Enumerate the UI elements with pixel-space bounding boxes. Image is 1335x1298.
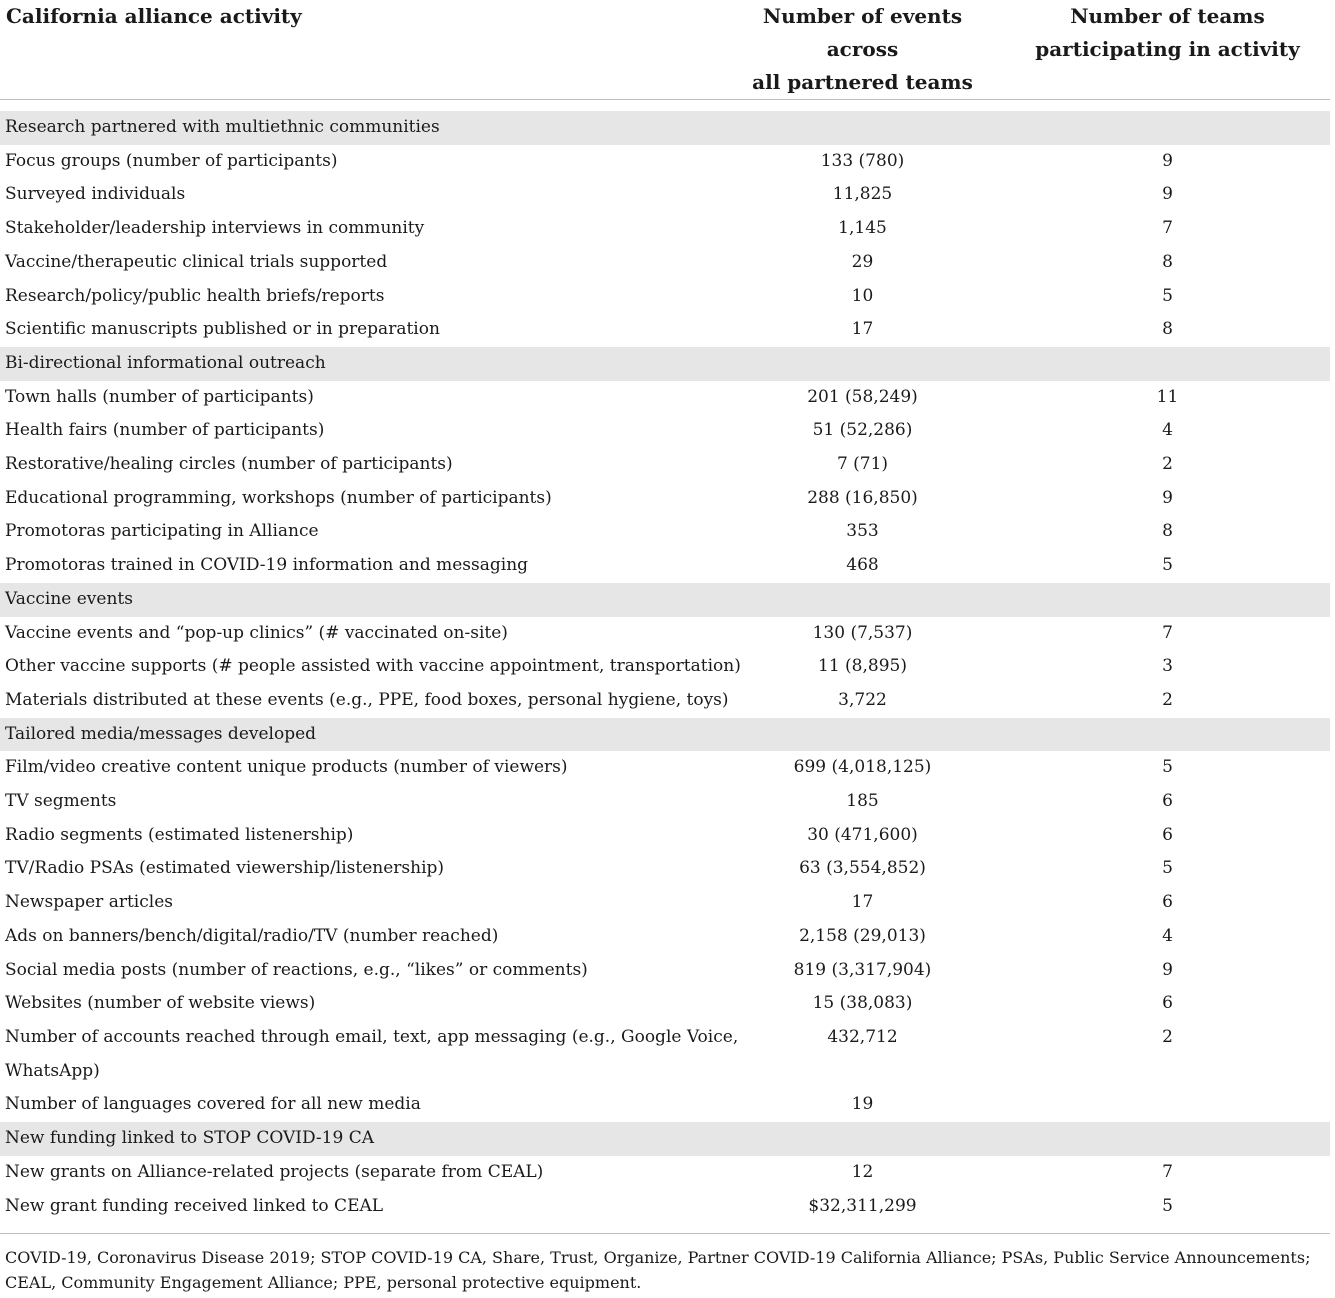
- table-row: [0, 886, 1330, 920]
- table-row: [0, 684, 1330, 718]
- teams-count: 9: [1162, 487, 1173, 508]
- activity-label-text: Number of accounts reached through email, text, app messaging (e.g., Google Voice,: [5, 1026, 739, 1047]
- events-count: 185: [846, 791, 879, 812]
- teams-count: 3: [1162, 656, 1173, 677]
- teams-count: 7: [1162, 1161, 1173, 1182]
- table-row: [0, 920, 1330, 954]
- table-body: [0, 100, 1330, 1234]
- teams-count: 5: [1162, 1195, 1173, 1216]
- section-header-row: [0, 111, 1330, 145]
- table-row: [0, 482, 1330, 516]
- section-title: Bi-directional informational outreach: [0, 347, 1330, 381]
- activity-label: [0, 212, 720, 246]
- table-row: [0, 549, 1330, 583]
- teams-count: 6: [1162, 824, 1173, 845]
- events-count: 288 (16,850): [807, 487, 918, 508]
- activity-label-text: Vaccine events and “pop-up clinics” (# vaccinated on-site): [5, 622, 508, 643]
- activity-label: [0, 313, 720, 347]
- table-row: [0, 381, 1330, 415]
- teams-count: 2: [1162, 689, 1173, 710]
- events-count: 353: [846, 521, 879, 542]
- header-teams: Number of teams participating in activity: [1005, 0, 1330, 100]
- section-header-row: [0, 583, 1330, 617]
- events-count: 3,722: [838, 689, 887, 710]
- teams-count: 9: [1162, 184, 1173, 205]
- section-title: Research partnered with multiethnic communities: [0, 111, 1330, 145]
- activity-label: [0, 246, 720, 280]
- teams-count: 5: [1162, 285, 1173, 306]
- activity-label: [0, 650, 741, 684]
- events-count: 819 (3,317,904): [793, 959, 932, 980]
- activity-label: [0, 987, 720, 1021]
- table-row: [0, 1156, 1330, 1190]
- table-row: [0, 246, 1330, 280]
- events-count: $32,311,299: [808, 1195, 917, 1216]
- table-footnote: COVID-19, Coronavirus Disease 2019; STOP COVID-19 CA, Share, Trust, Organize, Partner COVID-19 California Alliance; PSAs, Public Service Announcements; CEAL, Community Engagement Alliance; PPE, personal protective equipment.: [5, 1248, 1311, 1292]
- activity-label: [0, 751, 720, 785]
- table-row: [0, 515, 1330, 549]
- events-count: 2,158 (29,013): [799, 925, 926, 946]
- activity-label: [0, 381, 720, 415]
- table-row: [0, 178, 1330, 212]
- activity-label-text: Film/video creative content unique products (number of viewers): [5, 757, 568, 778]
- teams-count: 4: [1162, 925, 1173, 946]
- section-title: Vaccine events: [0, 583, 1330, 617]
- table-row: [0, 819, 1330, 853]
- activity-label-text: Educational programming, workshops (number of participants): [5, 487, 552, 508]
- activity-label-text: Restorative/healing circles (number of participants): [5, 454, 453, 475]
- table-row: [0, 414, 1330, 448]
- activity-label-text: Radio segments (estimated listenership): [5, 824, 354, 845]
- teams-count: 8: [1162, 521, 1173, 542]
- teams-count: 5: [1162, 858, 1173, 879]
- activity-label-text: Research/policy/public health briefs/reports: [5, 285, 385, 306]
- activity-label: [0, 1088, 720, 1122]
- table-row: [0, 448, 1330, 482]
- table-header: [0, 0, 1330, 100]
- activity-label-text: Surveyed individuals: [5, 184, 186, 205]
- teams-count: 6: [1162, 791, 1173, 812]
- activity-label: [0, 1021, 739, 1088]
- activity-label-text: Town halls (number of participants): [5, 386, 314, 407]
- activity-label: [0, 617, 720, 651]
- table-row: [0, 852, 1330, 886]
- section-title: Tailored media/messages developed: [0, 718, 1330, 752]
- table-row: [0, 954, 1330, 988]
- teams-count: 9: [1162, 959, 1173, 980]
- section-header-row: [0, 718, 1330, 752]
- activity-label: [0, 1156, 720, 1190]
- activity-label-text: Materials distributed at these events (e.g., PPE, food boxes, personal hygiene, toys): [5, 689, 729, 710]
- activity-label: [0, 178, 720, 212]
- activity-label: [0, 886, 720, 920]
- table-row: [0, 313, 1330, 347]
- teams-count: 9: [1162, 150, 1173, 171]
- table-row: [0, 1190, 1330, 1224]
- events-count: 17: [851, 319, 874, 340]
- events-count: 11 (8,895): [818, 656, 907, 677]
- teams-count: 8: [1162, 319, 1173, 340]
- teams-count: 4: [1162, 420, 1173, 441]
- activity-label: [0, 515, 720, 549]
- activity-label-text: Number of languages covered for all new media: [5, 1094, 421, 1115]
- activity-label: [0, 280, 720, 314]
- activity-label-text: Newspaper articles: [5, 892, 173, 913]
- header-activity: California alliance activity: [0, 0, 720, 100]
- header-events: Number of events across all partnered teams: [720, 0, 1005, 100]
- events-count: 201 (58,249): [807, 386, 918, 407]
- events-count: 7 (71): [836, 454, 889, 475]
- events-count: 10: [851, 285, 874, 306]
- header-row: [0, 0, 1330, 100]
- activity-label-text: Promotoras participating in Alliance: [5, 521, 319, 542]
- activity-label: [0, 482, 720, 516]
- teams-count: 6: [1162, 993, 1173, 1014]
- table-row: [0, 751, 1330, 785]
- teams-count: 5: [1162, 555, 1173, 576]
- table-row: [0, 617, 1330, 651]
- events-count: 11,825: [832, 184, 893, 205]
- activity-label-text: New grant funding received linked to CEAL: [5, 1195, 384, 1216]
- section-header-row: [0, 347, 1330, 381]
- table-row: [0, 145, 1330, 179]
- events-count: 30 (471,600): [807, 824, 918, 845]
- table-row: [0, 280, 1330, 314]
- activity-label-text: Social media posts (number of reactions, e.g., “likes” or comments): [5, 959, 588, 980]
- events-count: 15 (38,083): [812, 993, 913, 1014]
- activity-label: [0, 145, 720, 179]
- activity-label-text-line2: WhatsApp): [5, 1060, 100, 1081]
- table-row: [0, 1088, 1330, 1122]
- table-row: [0, 212, 1330, 246]
- activity-label-text: Stakeholder/leadership interviews in community: [5, 218, 425, 239]
- events-count: 133 (780): [820, 150, 905, 171]
- activity-label: [0, 852, 720, 886]
- activity-label-text: Promotoras trained in COVID-19 information and messaging: [5, 555, 529, 576]
- activity-label: [0, 1190, 720, 1224]
- activity-label-text: Focus groups (number of participants): [5, 150, 338, 171]
- teams-count: 6: [1162, 892, 1173, 913]
- activity-label: [0, 954, 720, 988]
- section-title: New funding linked to STOP COVID-19 CA: [0, 1122, 1330, 1156]
- activity-label: [0, 549, 720, 583]
- teams-count: [1005, 1088, 1330, 1122]
- events-count: 19: [851, 1094, 874, 1115]
- events-count: 432,712: [827, 1026, 898, 1047]
- teams-count: 7: [1162, 218, 1173, 239]
- activity-label: [0, 819, 720, 853]
- table-row: [0, 1021, 1330, 1088]
- events-count: 29: [851, 251, 874, 272]
- activity-label-text: TV segments: [5, 791, 117, 812]
- events-count: 63 (3,554,852): [799, 858, 926, 879]
- activity-label-text: Scientific manuscripts published or in preparation: [5, 319, 440, 340]
- activity-label-text: Health fairs (number of participants): [5, 420, 325, 441]
- events-count: 51 (52,286): [812, 420, 913, 441]
- teams-count: 2: [1162, 1026, 1173, 1047]
- activity-label: [0, 684, 729, 718]
- activity-label-text: Websites (number of website views): [5, 993, 316, 1014]
- activity-label-text: TV/Radio PSAs (estimated viewership/listenership): [5, 858, 445, 879]
- table-row: [0, 650, 1330, 684]
- teams-count: 7: [1162, 622, 1173, 643]
- activity-label-text: Vaccine/therapeutic clinical trials supported: [5, 251, 388, 272]
- activity-label-text: Ads on banners/bench/digital/radio/TV (number reached): [5, 925, 499, 946]
- activity-label-text: Other vaccine supports (# people assisted with vaccine appointment, transportation): [5, 656, 741, 677]
- activity-label: [0, 785, 720, 819]
- events-count: 12: [851, 1161, 874, 1182]
- activity-label: [0, 448, 720, 482]
- table-row: [0, 785, 1330, 819]
- teams-count: 5: [1162, 757, 1173, 778]
- activity-label: [0, 414, 720, 448]
- events-count: 699 (4,018,125): [793, 757, 932, 778]
- events-count: 1,145: [838, 218, 887, 239]
- events-count: 17: [851, 892, 874, 913]
- events-count: 468: [846, 555, 879, 576]
- section-header-row: [0, 1122, 1330, 1156]
- teams-count: 8: [1162, 251, 1173, 272]
- activity-label: [0, 920, 720, 954]
- table-row: [0, 987, 1330, 1021]
- activity-label-text: New grants on Alliance-related projects (separate from CEAL): [5, 1161, 544, 1182]
- teams-count: 11: [1156, 386, 1179, 407]
- teams-count: 2: [1162, 454, 1173, 475]
- events-count: 130 (7,537): [812, 622, 913, 643]
